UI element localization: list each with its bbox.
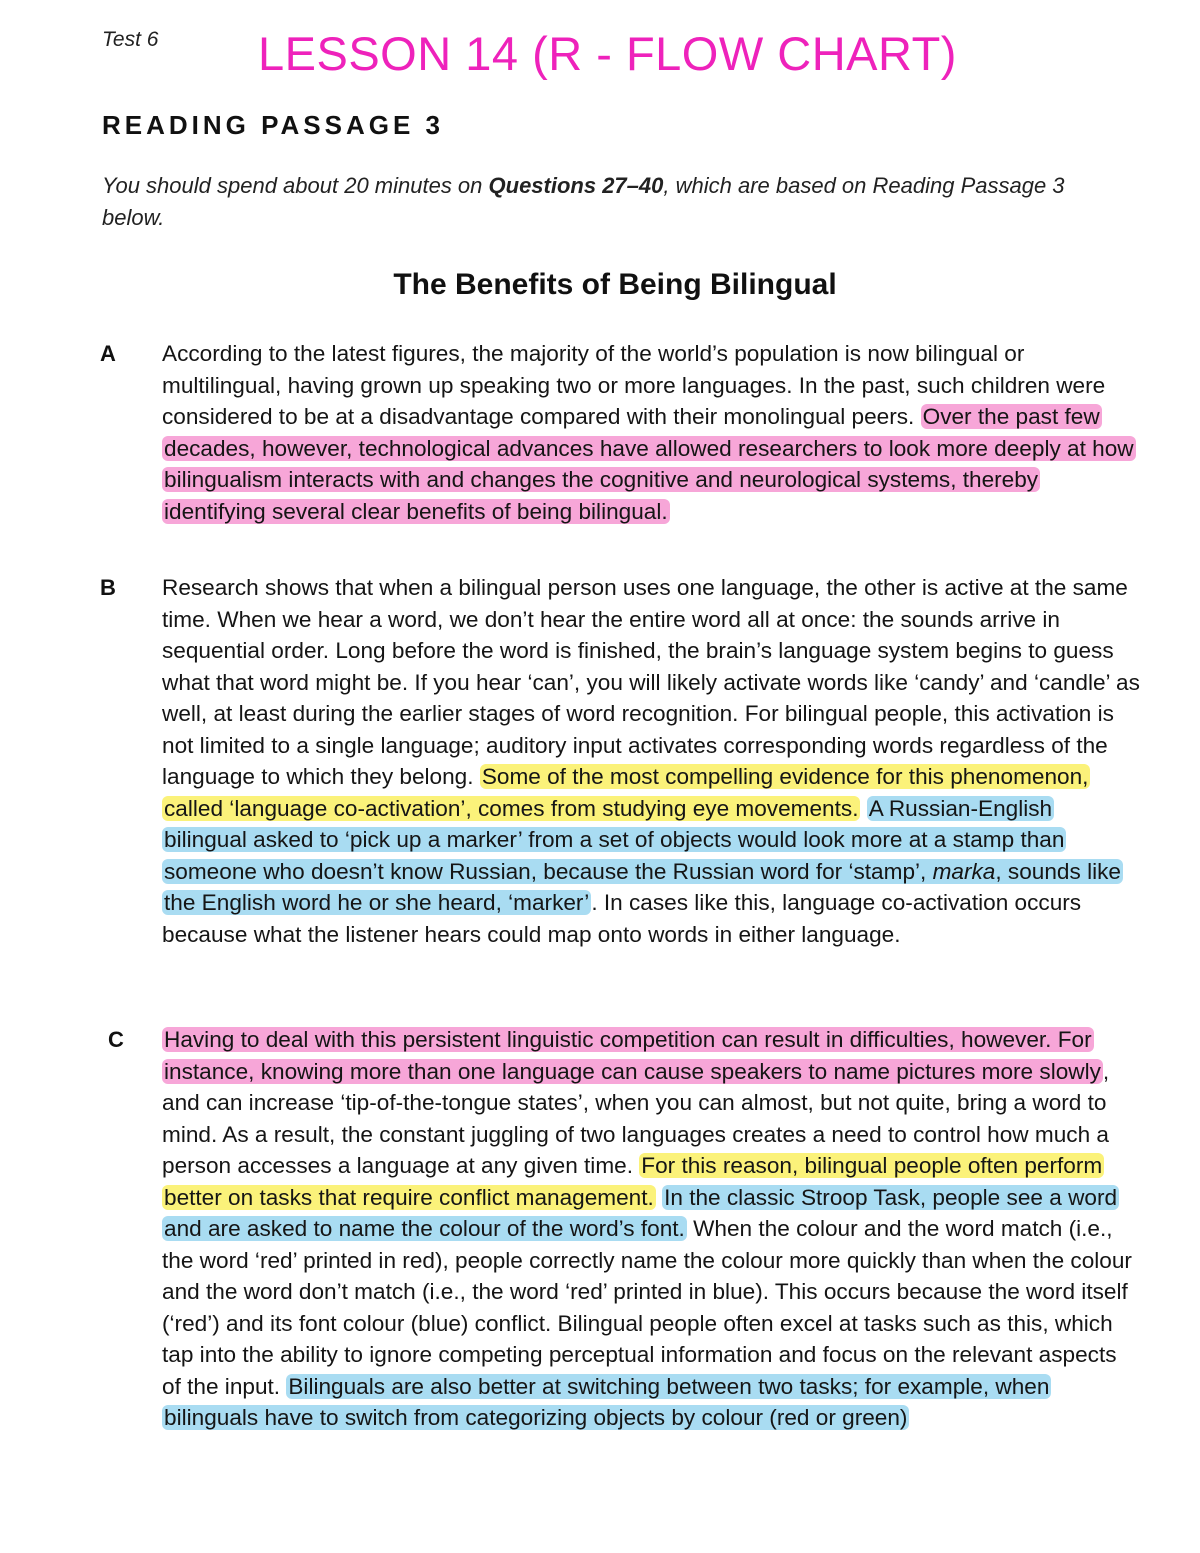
text-segment: According to the latest figures, the majority of the world’s population is now bilingual or multilingual, having grown up speaking two or more languages. In the past, such children were considered to be at a disadvantage compared with their monolingual peers. [162, 341, 1106, 429]
yellow-highlight: Some of the most compelling evidence for this phenomenon, called ‘language co-activation’, comes from studying eye movements. [164, 764, 1089, 821]
blue-highlight: In the classic Stroop Task, people see a word and are asked to name the colour of the word’s font. [164, 1184, 1118, 1241]
yellow-highlight: For this reason, bilingual people often perform better on tasks that require conflict management. [164, 1153, 1103, 1210]
paragraph-letter: C [108, 1027, 124, 1052]
italic-word: marka [932, 858, 996, 884]
lesson-title: LESSON 14 (R - FLOW CHART) [258, 27, 957, 80]
text-segment: , and can increase ‘tip-of-the-tongue states’, when you can almost, but not quite, bring a word to mind. As a result, the constant juggling of two languages creates a need to control how much a person accesses a language at any given time. [162, 1058, 1110, 1178]
section-heading: READING PASSAGE 3 [102, 110, 445, 140]
instructions [102, 170, 1132, 234]
instructions-text-1: You should spend about 20 minutes on [102, 173, 489, 198]
paragraph-c [100, 1024, 1140, 1434]
paragraph-letter: B [100, 575, 116, 600]
passage-title: The Benefits of Being Bilingual [393, 268, 837, 301]
pink-highlight: Over the past few decades, however, technological advances have allowed researchers to look more deeply at how bilingualism interacts with and changes the cognitive and neurological systems, thereby identifying several clear benefits of being bilingual. [164, 404, 1134, 524]
paragraph-letter: A [100, 341, 116, 366]
text-segment: When the colour and the word match (i.e., the word ‘red’ printed in red), people correctly name the colour more quickly than when the colour and the word don’t match (i.e., the word ‘red’ printed in blue). This occurs because the word itself (‘red’) and its font colour (blue) conflict. Bilingual people often excel at tasks such as this, which tap into the ability to ignore competing perceptual information and focus on the relevant aspects of the input. [162, 1216, 1132, 1399]
text-segment: Research shows that when a bilingual person uses one language, the other is active at the same time. When we hear a word, we don’t hear the entire word all at once: the sounds arrive in sequential order. Long before the word is finished, the brain’s language system begins to guess what that word might be. If you hear ‘can’, you will likely activate words like ‘candy’ and ‘candle’ as well, at least during the earlier stages of word recognition. For bilingual people, this activation is not limited to a single language; auditory input activates corresponding words regardless of the language to which they belong. [162, 575, 1140, 789]
paragraph-text [162, 572, 1140, 950]
test-label: Test 6 [102, 28, 159, 51]
paragraph-a [100, 338, 1140, 527]
text-segment: . In cases like this, language co-activation occurs because what the listener hears could map onto words in either language. [162, 890, 1082, 947]
paragraph-text [162, 1024, 1140, 1434]
paragraph-b [100, 572, 1140, 950]
text-segment: , sounds like the English word he or she heard, ‘marker’ [164, 858, 1121, 915]
instructions-questions: Questions 27–40 [488, 173, 664, 198]
text-segment: A Russian-English bilingual asked to ‘pick up a marker’ from a set of objects would look more at a stamp than someone who doesn’t know Russian, because the Russian word for ‘stamp’, [164, 795, 1065, 884]
blue-highlight: Bilinguals are also better at switching between two tasks; for example, when bilinguals have to switch from categorizing objects by colour (red or green) [164, 1373, 1050, 1430]
pink-highlight: Having to deal with this persistent linguistic competition can result in difficulties, however. For instance, knowing more than one language can cause speakers to name pictures more slowly [164, 1027, 1101, 1084]
instructions-text-2: , which are based on Reading Passage 3 below. [102, 173, 1065, 230]
paragraph-text [162, 338, 1140, 527]
text-segment [860, 796, 866, 821]
